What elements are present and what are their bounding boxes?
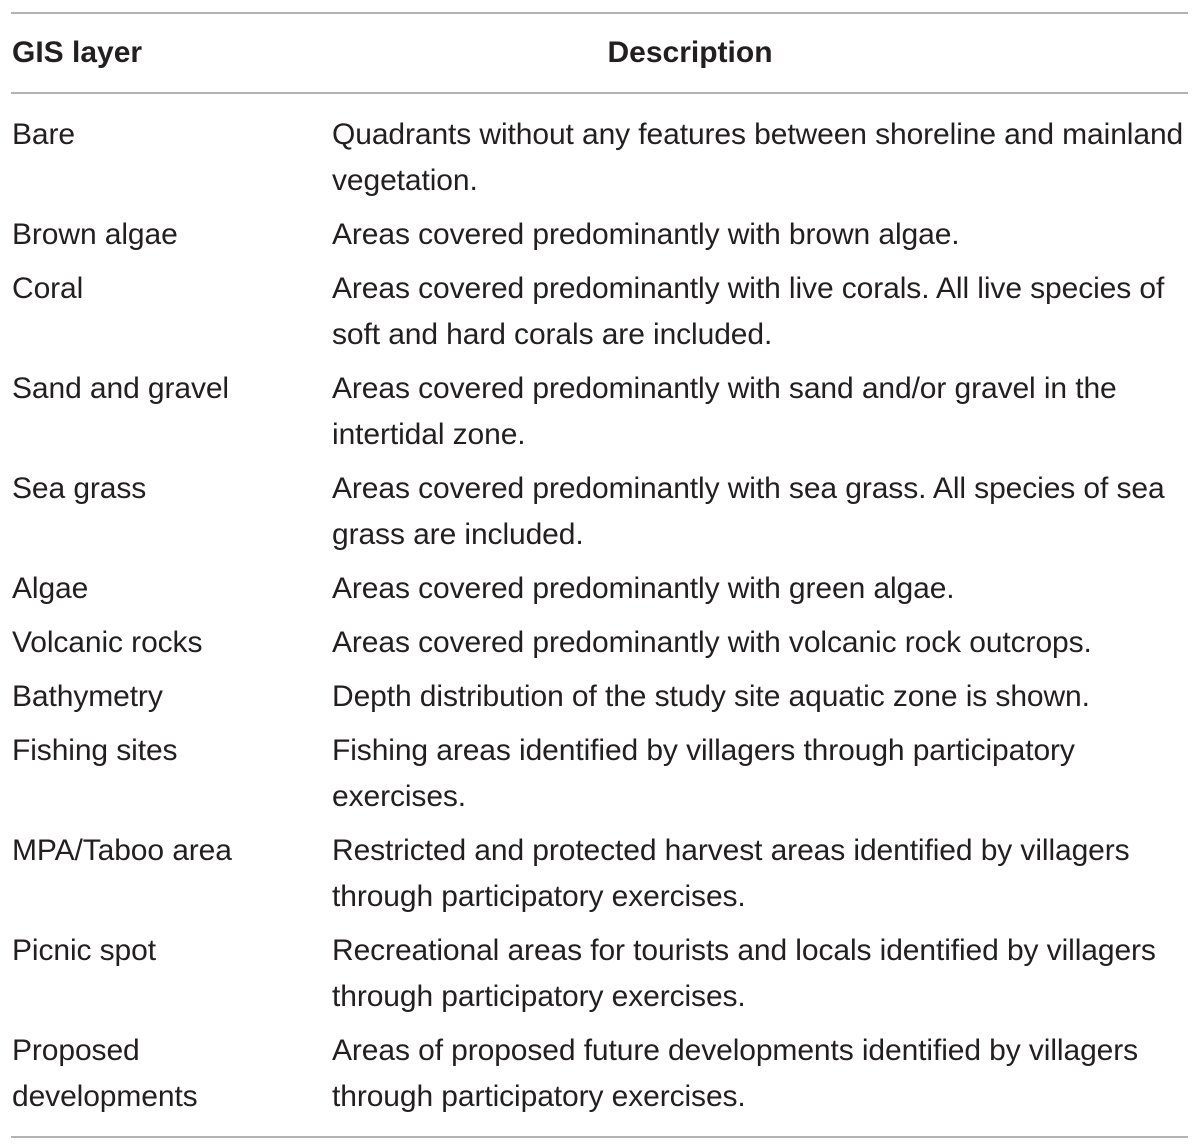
table-row (11, 208, 1188, 262)
layer-name: MPA/Taboo area (12, 834, 232, 867)
layer-description: Restricted and protected harvest areas identified by villagers through participatory exercises. (332, 834, 1130, 913)
layer-name: Bare (12, 118, 75, 151)
table-row (11, 1024, 1188, 1137)
layer-name: Picnic spot (12, 934, 156, 967)
gis-layers-table (11, 12, 1188, 1138)
layer-name: Algae (12, 572, 89, 605)
table-row (11, 616, 1188, 670)
table-row (11, 724, 1188, 824)
layer-name: Proposed developments (12, 1034, 198, 1113)
layer-description: Areas covered predominantly with sand and/or gravel in the intertidal zone. (332, 372, 1117, 451)
layer-description: Fishing areas identified by villagers through participatory exercises. (332, 734, 1075, 813)
table-row (11, 462, 1188, 562)
layer-description: Depth distribution of the study site aquatic zone is shown. (332, 680, 1090, 713)
layer-name: Sand and gravel (12, 372, 229, 405)
layer-description: Areas covered predominantly with volcanic rock outcrops. (332, 626, 1092, 659)
layer-description: Quadrants without any features between shoreline and mainland vegetation. (332, 118, 1184, 197)
table-row (11, 262, 1188, 362)
layer-description: Areas covered predominantly with live corals. All live species of soft and hard corals are included. (332, 272, 1165, 351)
layer-name: Sea grass (12, 472, 147, 505)
column-header-description: Description (607, 36, 773, 69)
table-row (11, 562, 1188, 616)
layer-name: Coral (12, 272, 84, 305)
layer-description: Areas covered predominantly with brown algae. (332, 218, 960, 251)
column-header-gis-layer: GIS layer (12, 36, 143, 69)
layer-description: Areas covered predominantly with green algae. (332, 572, 955, 605)
table-row (11, 670, 1188, 724)
layer-description: Areas covered predominantly with sea grass. All species of sea grass are included. (332, 472, 1165, 551)
table-row (11, 924, 1188, 1024)
table-header-row (11, 13, 1188, 93)
table-row (11, 824, 1188, 924)
layer-name: Volcanic rocks (12, 626, 203, 659)
layer-name: Fishing sites (12, 734, 178, 767)
layer-description: Areas of proposed future developments identified by villagers through participatory exercises. (332, 1034, 1139, 1113)
layer-name: Bathymetry (12, 680, 163, 713)
table-row (11, 93, 1188, 208)
layer-name: Brown algae (12, 218, 178, 251)
layer-description: Recreational areas for tourists and locals identified by villagers through participatory exercises. (332, 934, 1156, 1013)
table-row (11, 362, 1188, 462)
